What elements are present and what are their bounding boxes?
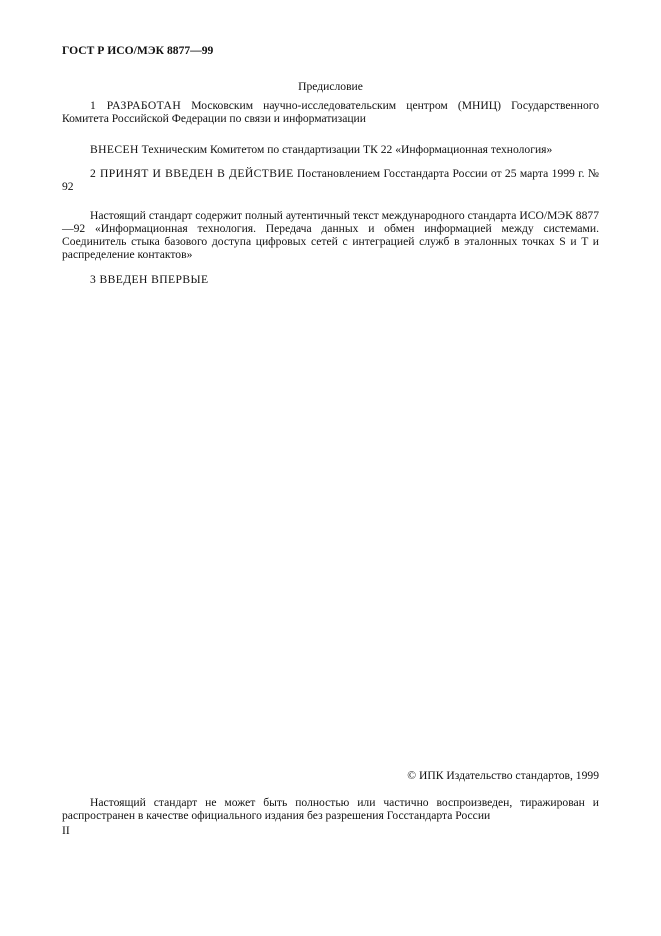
paragraph-lead: 1 РАЗРАБОТАН	[90, 99, 182, 112]
page-number: II	[62, 824, 70, 837]
paragraph-developed	[62, 99, 599, 125]
paragraph-lead: ВНЕСЕН	[90, 143, 139, 156]
page-title: Предисловие	[298, 80, 363, 93]
paragraph-text: Постановлением Госстандарта России от 25 марта 1999 г. № 92	[62, 167, 599, 193]
paragraph-lead: 2 ПРИНЯТ И ВВЕДЕН В ДЕЙСТВИЕ	[90, 167, 294, 180]
copyright-line: © ИПК Издательство стандартов, 1999	[407, 769, 599, 782]
paragraph-submitted	[62, 143, 599, 156]
paragraph-text: Московским научно-исследовательским центром (МНИЦ) Государственного Комитета Российской Федерации по связи и информатизации	[62, 99, 600, 125]
paragraph-text: Настоящий стандарт содержит полный аутентичный текст международного стандарта ИСО/МЭК 8877—92 «Информационная технология. Передача данных и обмен информацией между системами. Соединитель стыка базового доступа цифровых сетей с интеграцией служб в эталонных точках S и T и распределение контактов»	[62, 209, 599, 261]
paragraph-text: Техническим Комитетом по стандартизации ТК 22 «Информационная технология»	[138, 143, 553, 156]
paragraph-introduced	[62, 273, 599, 286]
reproduction-notice: Настоящий стандарт не может быть полностью или частично воспроизведен, тиражирован и распространен в качестве официального издания без разрешения Госстандарта России	[62, 796, 599, 822]
paragraph-standard-content	[62, 209, 599, 261]
paragraph-lead: 3 ВВЕДЕН ВПЕРВЫЕ	[90, 273, 209, 286]
document-header: ГОСТ Р ИСО/МЭК 8877—99	[62, 44, 214, 57]
paragraph-adopted	[62, 167, 599, 193]
